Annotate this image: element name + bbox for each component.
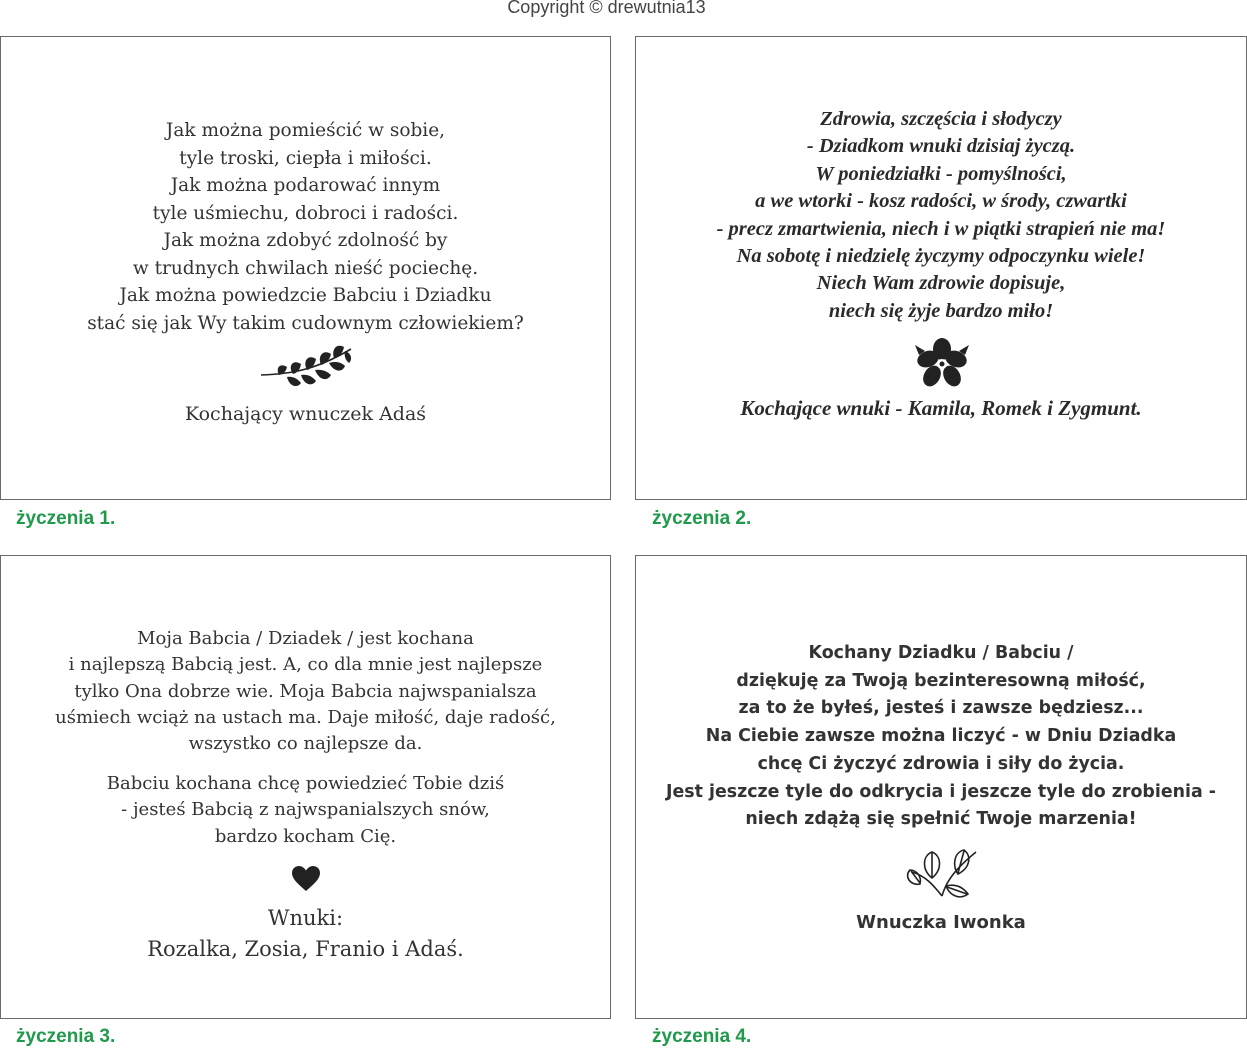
verse-line: tyle uśmiechu, dobroci i radości. — [152, 202, 459, 224]
verse-line: Na sobotę i niedzielę życzymy odpoczynku wiele! — [736, 245, 1146, 268]
verse-line: Babciu kochana chcę powiedzieć Tobie dziś — [106, 773, 505, 794]
verse-line: Jest jeszcze tyle do odkrycia i jeszcze tyle do zrobienia - — [666, 781, 1216, 802]
card-caption: życzenia 1. — [16, 508, 116, 529]
leaf-branch-icon — [259, 341, 355, 397]
greeting-card-3 — [0, 555, 611, 1019]
verse-line: Jak można powiedzcie Babciu i Dziadku — [119, 285, 492, 306]
verse-line: - jesteś Babcią z najwspanialszych snów, — [121, 799, 490, 821]
card-caption: życzenia 4. — [652, 1026, 752, 1047]
verse-line: - precz zmartwienia, niech i w piątki strapień nie ma! — [716, 217, 1166, 240]
greeting-card-4 — [635, 555, 1247, 1019]
verse-line: wszystko co najlepsze da. — [188, 733, 423, 755]
card-verse — [636, 640, 1246, 834]
card-caption: życzenia 3. — [16, 1026, 116, 1047]
verse-line: W poniedziałki - pomyślności, — [815, 162, 1067, 185]
verse-line: niech zdążą się spełnić Twoje marzenia! — [745, 809, 1137, 830]
signature-line: Wnuki: — [267, 906, 344, 930]
copyright-notice: Copyright © drewutnia13 — [507, 0, 706, 17]
verse-line: i najlepszą Babcią jest. A, co dla mnie jest najlepsze — [68, 654, 543, 676]
verse-line: stać się jak Wy takim cudownym człowiekiem? — [87, 312, 524, 334]
verse-line: Niech Wam zdrowie dopisuje, — [816, 272, 1066, 295]
card-verse — [636, 106, 1246, 325]
flower-icon — [913, 337, 971, 389]
verse-line: Kochany Dziadku / Babciu / — [808, 643, 1074, 663]
verse-line: Na Ciebie zawsze można liczyć - w Dniu Dziadka — [705, 726, 1177, 747]
leaves-sprig-icon — [902, 846, 982, 904]
card-verse — [1, 117, 610, 337]
verse-line: za to że byłeś, jesteś i zawsze będziesz... — [738, 698, 1144, 719]
card-signature: Kochający wnuczek Adaś — [184, 403, 427, 425]
greeting-card-1 — [0, 36, 611, 500]
card-signature — [1, 903, 610, 964]
verse-line: tyle troski, ciepła i miłości. — [179, 147, 432, 169]
verse-line: Jak można podarować innym — [170, 175, 441, 196]
heart-icon — [291, 865, 321, 892]
verse-line: Jak można pomieścić w sobie, — [165, 120, 446, 141]
verse-line: Zdrowia, szczęścia i słodyczy — [820, 108, 1062, 130]
greeting-card-2 — [635, 36, 1247, 500]
card-signature: Kochające wnuki - Kamila, Romek i Zygmunt. — [740, 396, 1142, 420]
verse-line: tylko Ona dobrze wie. Moja Babcia najwspanialsza — [74, 680, 537, 702]
card-verse-2 — [1, 771, 610, 850]
card-verse — [1, 626, 610, 757]
verse-line: dziękuję za Twoją bezinteresowną miłość, — [736, 670, 1146, 691]
card-signature: Wnuczka Iwonka — [856, 912, 1026, 933]
verse-line: a we wtorki - kosz radości, w środy, czwartki — [755, 190, 1127, 213]
signature-line: Rozalka, Zosia, Franio i Adaś. — [147, 936, 464, 961]
verse-line: w trudnych chwilach nieść pociechę. — [132, 257, 479, 279]
card-caption: życzenia 2. — [652, 508, 752, 529]
verse-line: bardzo kocham Cię. — [214, 825, 397, 847]
verse-line: Moja Babcia / Dziadek / jest kochana — [137, 628, 474, 649]
verse-line: - Dziadkom wnuki dzisiaj życzą. — [806, 135, 1076, 158]
verse-line: Jak można zdobyć zdolność by — [163, 230, 448, 251]
verse-line: chcę Ci życzyć zdrowia i siły do życia. — [757, 753, 1125, 774]
verse-line: niech się żyje bardzo miło! — [828, 299, 1054, 322]
verse-line: uśmiech wciąż na ustach ma. Daje miłość, daje radość, — [55, 706, 556, 728]
